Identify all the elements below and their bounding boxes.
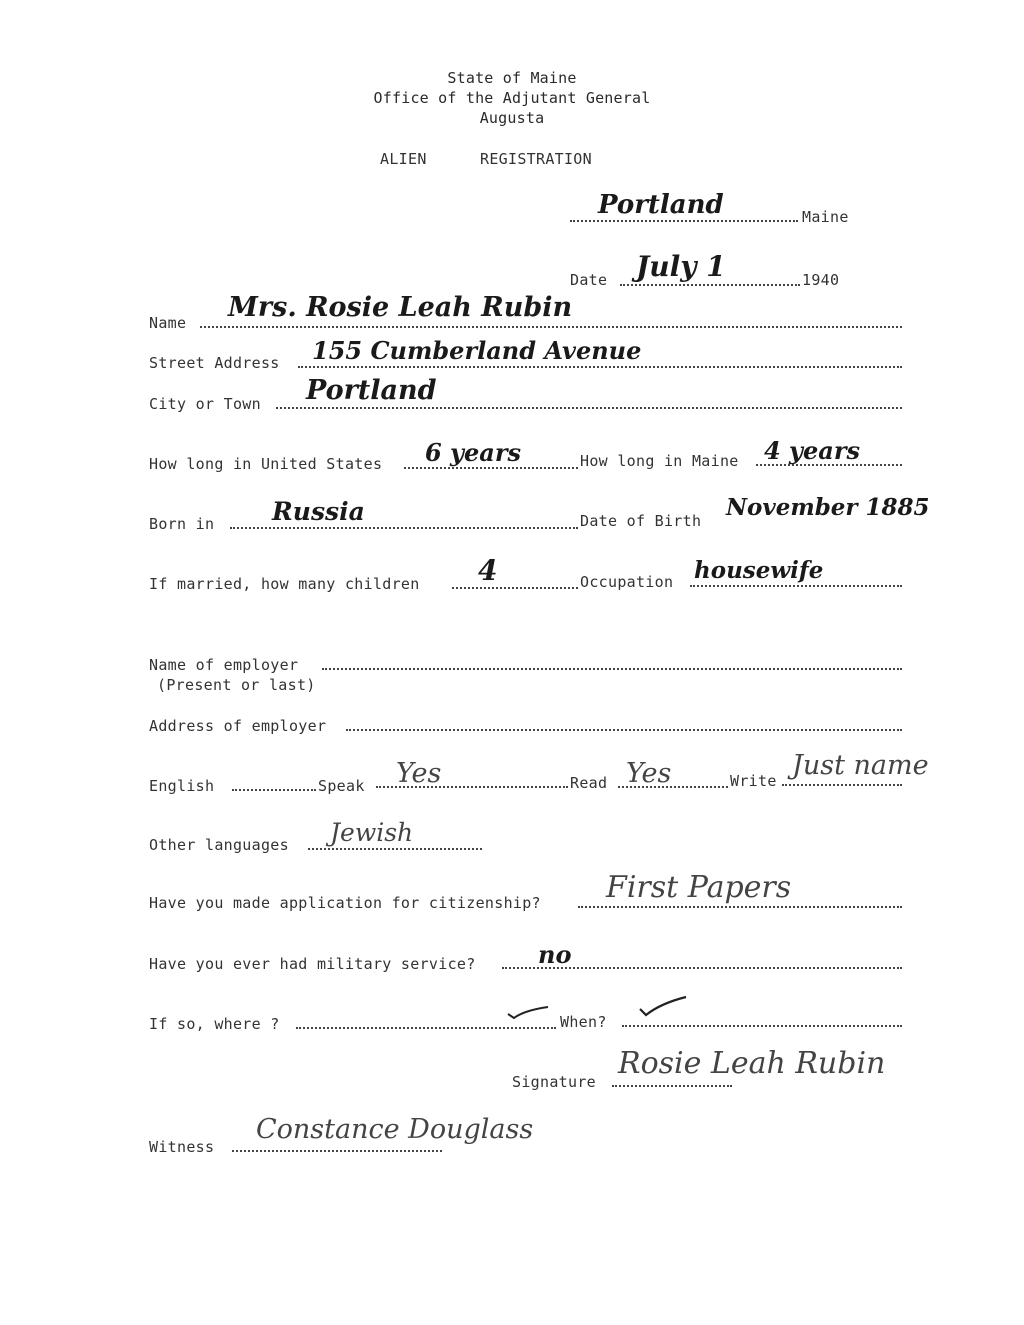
born-label: Born in (149, 515, 215, 533)
name-value: Mrs. Rosie Leah Rubin (228, 292, 573, 323)
where-label: If so, where ? (149, 1015, 280, 1033)
read-label: Read (570, 774, 608, 792)
occupation-value: housewife (694, 557, 824, 584)
street-dots (298, 366, 902, 368)
other-languages-dots (308, 848, 482, 850)
signature-value: Rosie Leah Rubin (618, 1046, 886, 1081)
employer-sublabel: (Present or last) (157, 676, 316, 694)
employer-address-label: Address of employer (149, 717, 327, 735)
citizenship-label: Have you made application for citizenship? (149, 894, 541, 912)
occupation-dots (690, 585, 902, 587)
children-value: 4 (478, 554, 498, 587)
dob-label: Date of Birth (580, 512, 702, 530)
employer-dots (322, 668, 902, 670)
location-dots (570, 220, 798, 222)
date-label: Date (570, 271, 608, 289)
children-dots (452, 587, 578, 589)
us-time-dots (404, 467, 578, 469)
citizenship-dots (578, 906, 902, 908)
street-value: 155 Cumberland Avenue (312, 336, 642, 365)
employer-address-dots (346, 729, 902, 731)
signature-dots (612, 1085, 732, 1087)
born-value: Russia (272, 497, 365, 526)
header-state: State of Maine (447, 69, 577, 87)
when-dots (622, 1025, 902, 1027)
write-dots (782, 784, 902, 786)
dob-value: November 1885 (726, 494, 930, 521)
witness-dots (232, 1150, 442, 1152)
occupation-label: Occupation (580, 573, 674, 591)
maine-time-label: How long in Maine (580, 452, 739, 470)
born-dots (230, 527, 578, 529)
form-title-alien: ALIEN (380, 150, 427, 168)
maine-time-value: 4 years (764, 436, 860, 465)
citizenship-value: First Papers (606, 870, 792, 905)
english-label: English (149, 777, 215, 795)
write-value: Just name (792, 750, 929, 781)
witness-value: Constance Douglass (256, 1114, 534, 1145)
header-office: Office of the Adjutant General (373, 89, 651, 107)
name-dots (200, 326, 902, 328)
form-title-registration: REGISTRATION (480, 150, 592, 168)
military-value: no (538, 940, 572, 969)
military-label: Have you ever had military service? (149, 955, 476, 973)
english-dots (232, 789, 316, 791)
read-value: Yes (626, 758, 672, 789)
where-dots (296, 1027, 556, 1029)
speak-label: Speak (318, 777, 365, 795)
date-year: 1940 (802, 271, 840, 289)
street-label: Street Address (149, 354, 280, 372)
other-languages-value: Jewish (330, 818, 414, 847)
when-check-mark (638, 995, 688, 1019)
speak-value: Yes (396, 758, 442, 789)
location-value: Portland (598, 190, 724, 220)
other-languages-label: Other languages (149, 836, 289, 854)
city-value: Portland (306, 375, 437, 406)
signature-label: Signature (512, 1073, 596, 1091)
city-label: City or Town (149, 395, 261, 413)
when-label: When? (560, 1013, 607, 1031)
name-label: Name (149, 314, 187, 332)
date-dots (620, 284, 800, 286)
witness-label: Witness (149, 1138, 215, 1156)
us-time-value: 6 years (425, 438, 521, 467)
where-check-mark (506, 1004, 550, 1022)
employer-label: Name of employer (149, 656, 299, 674)
us-time-label: How long in United States (149, 455, 383, 473)
header-city: Augusta (479, 109, 545, 127)
date-value: July 1 (636, 250, 726, 283)
location-suffix: Maine (802, 208, 849, 226)
children-label: If married, how many children (149, 575, 420, 593)
city-dots (276, 407, 902, 409)
write-label: Write (730, 772, 777, 790)
